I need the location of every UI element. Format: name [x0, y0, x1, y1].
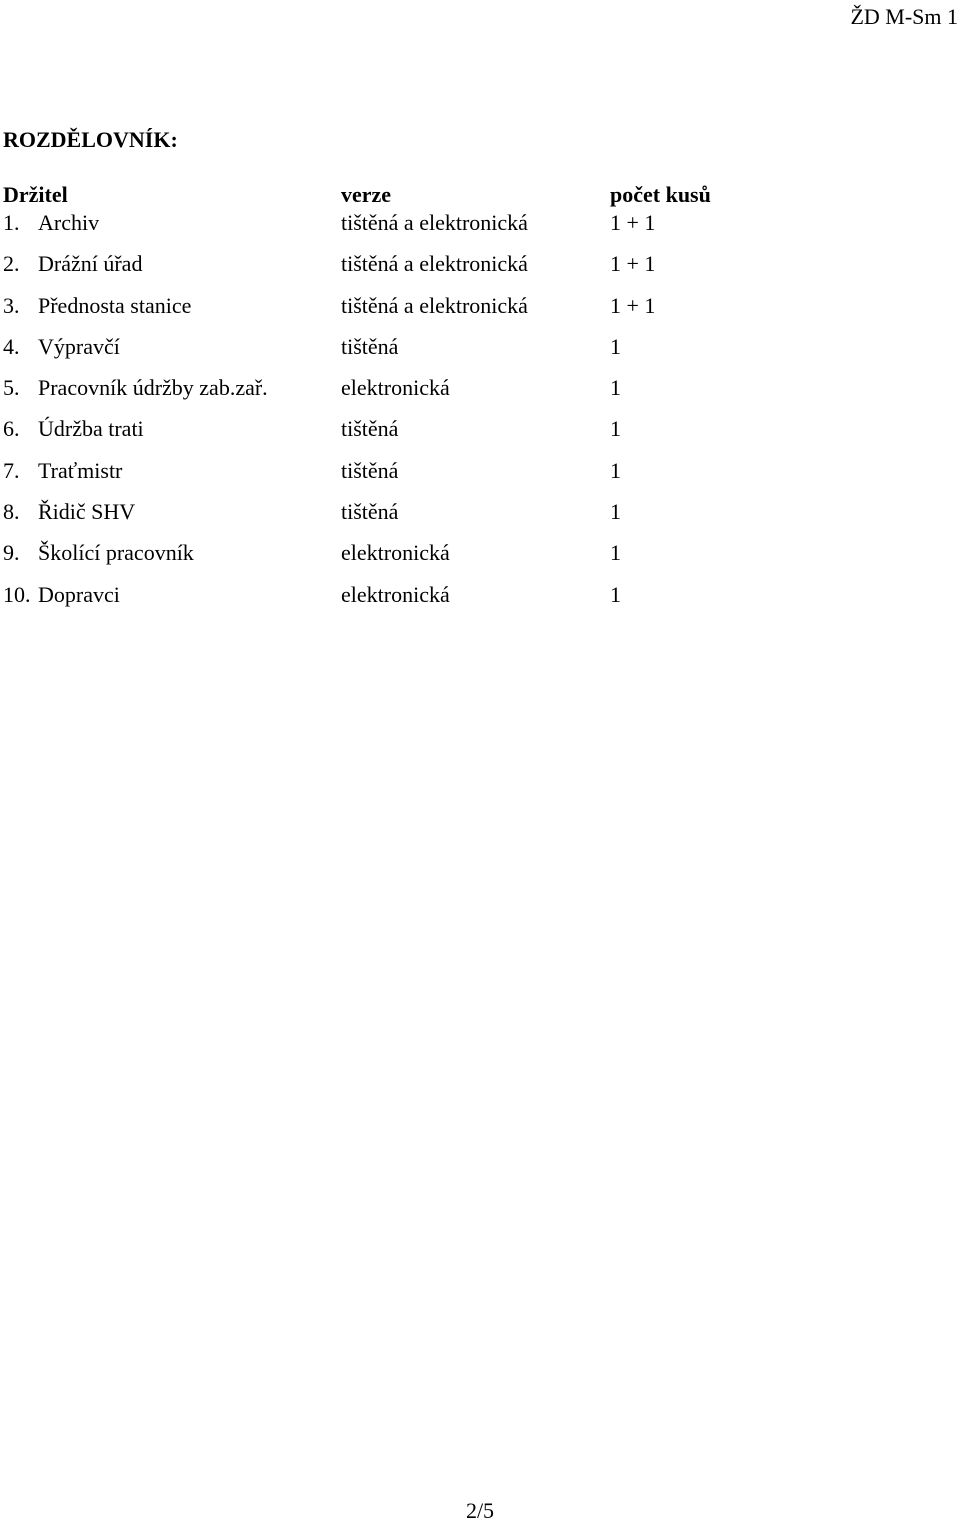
- row-version: tištěná: [341, 457, 399, 483]
- header-count: počet kusů: [610, 182, 711, 207]
- row-holder: Údržba trati: [38, 416, 144, 442]
- table-row: [3, 415, 763, 443]
- row-holder: Traťmistr: [38, 457, 123, 483]
- table-row: [3, 292, 763, 320]
- row-version: tištěná: [341, 333, 399, 359]
- header-holder: Držitel: [3, 182, 68, 207]
- row-count: 1 + 1: [610, 210, 656, 235]
- row-count: 1 + 1: [610, 292, 656, 318]
- table-row: [3, 209, 763, 237]
- table-row: [3, 498, 763, 526]
- table-row: [3, 250, 763, 278]
- table-row: [3, 581, 763, 609]
- row-count: 1: [610, 375, 621, 401]
- table-row: [3, 457, 763, 485]
- page-number: 2/5: [465, 1498, 495, 1523]
- header-version: verze: [341, 182, 392, 207]
- table-row: [3, 333, 763, 361]
- row-count: 1 + 1: [610, 251, 656, 277]
- row-number: 10.: [3, 581, 31, 607]
- row-holder: Dopravci: [38, 581, 120, 607]
- row-number: 1.: [3, 210, 20, 235]
- row-count: 1: [610, 540, 621, 566]
- row-count: 1: [610, 333, 621, 359]
- row-holder: Výpravčí: [38, 333, 120, 359]
- row-version: elektronická: [341, 581, 450, 607]
- row-version: tištěná: [341, 416, 399, 442]
- row-count: 1: [610, 499, 621, 525]
- row-number: 7.: [3, 457, 20, 483]
- row-version: tištěná a elektronická: [341, 251, 528, 277]
- row-number: 8.: [3, 499, 20, 525]
- row-holder: Přednosta stanice: [38, 292, 192, 318]
- row-holder: Archiv: [38, 210, 100, 235]
- document-code: ŽD M-Sm 1: [850, 4, 958, 29]
- row-version: elektronická: [341, 375, 450, 401]
- distribution-table: [3, 181, 763, 622]
- row-holder: Řidič SHV: [38, 499, 136, 525]
- table-row: [3, 374, 763, 402]
- row-holder: Školící pracovník: [38, 540, 194, 566]
- row-version: tištěná: [341, 499, 399, 525]
- row-holder: Pracovník údržby zab.zař.: [38, 375, 268, 401]
- row-number: 6.: [3, 416, 20, 442]
- row-count: 1: [610, 581, 621, 607]
- table-row: [3, 539, 763, 567]
- distribution-list-title: ROZDĚLOVNÍK:: [3, 127, 178, 152]
- table-header-row: [3, 181, 763, 209]
- row-number: 3.: [3, 292, 20, 318]
- row-count: 1: [610, 457, 621, 483]
- row-number: 2.: [3, 251, 20, 277]
- row-number: 9.: [3, 540, 20, 566]
- row-version: elektronická: [341, 540, 450, 566]
- row-holder: Drážní úřad: [38, 251, 143, 277]
- row-version: tištěná a elektronická: [341, 292, 528, 318]
- row-number: 4.: [3, 333, 20, 359]
- row-count: 1: [610, 416, 621, 442]
- row-version: tištěná a elektronická: [341, 210, 528, 235]
- row-number: 5.: [3, 375, 20, 401]
